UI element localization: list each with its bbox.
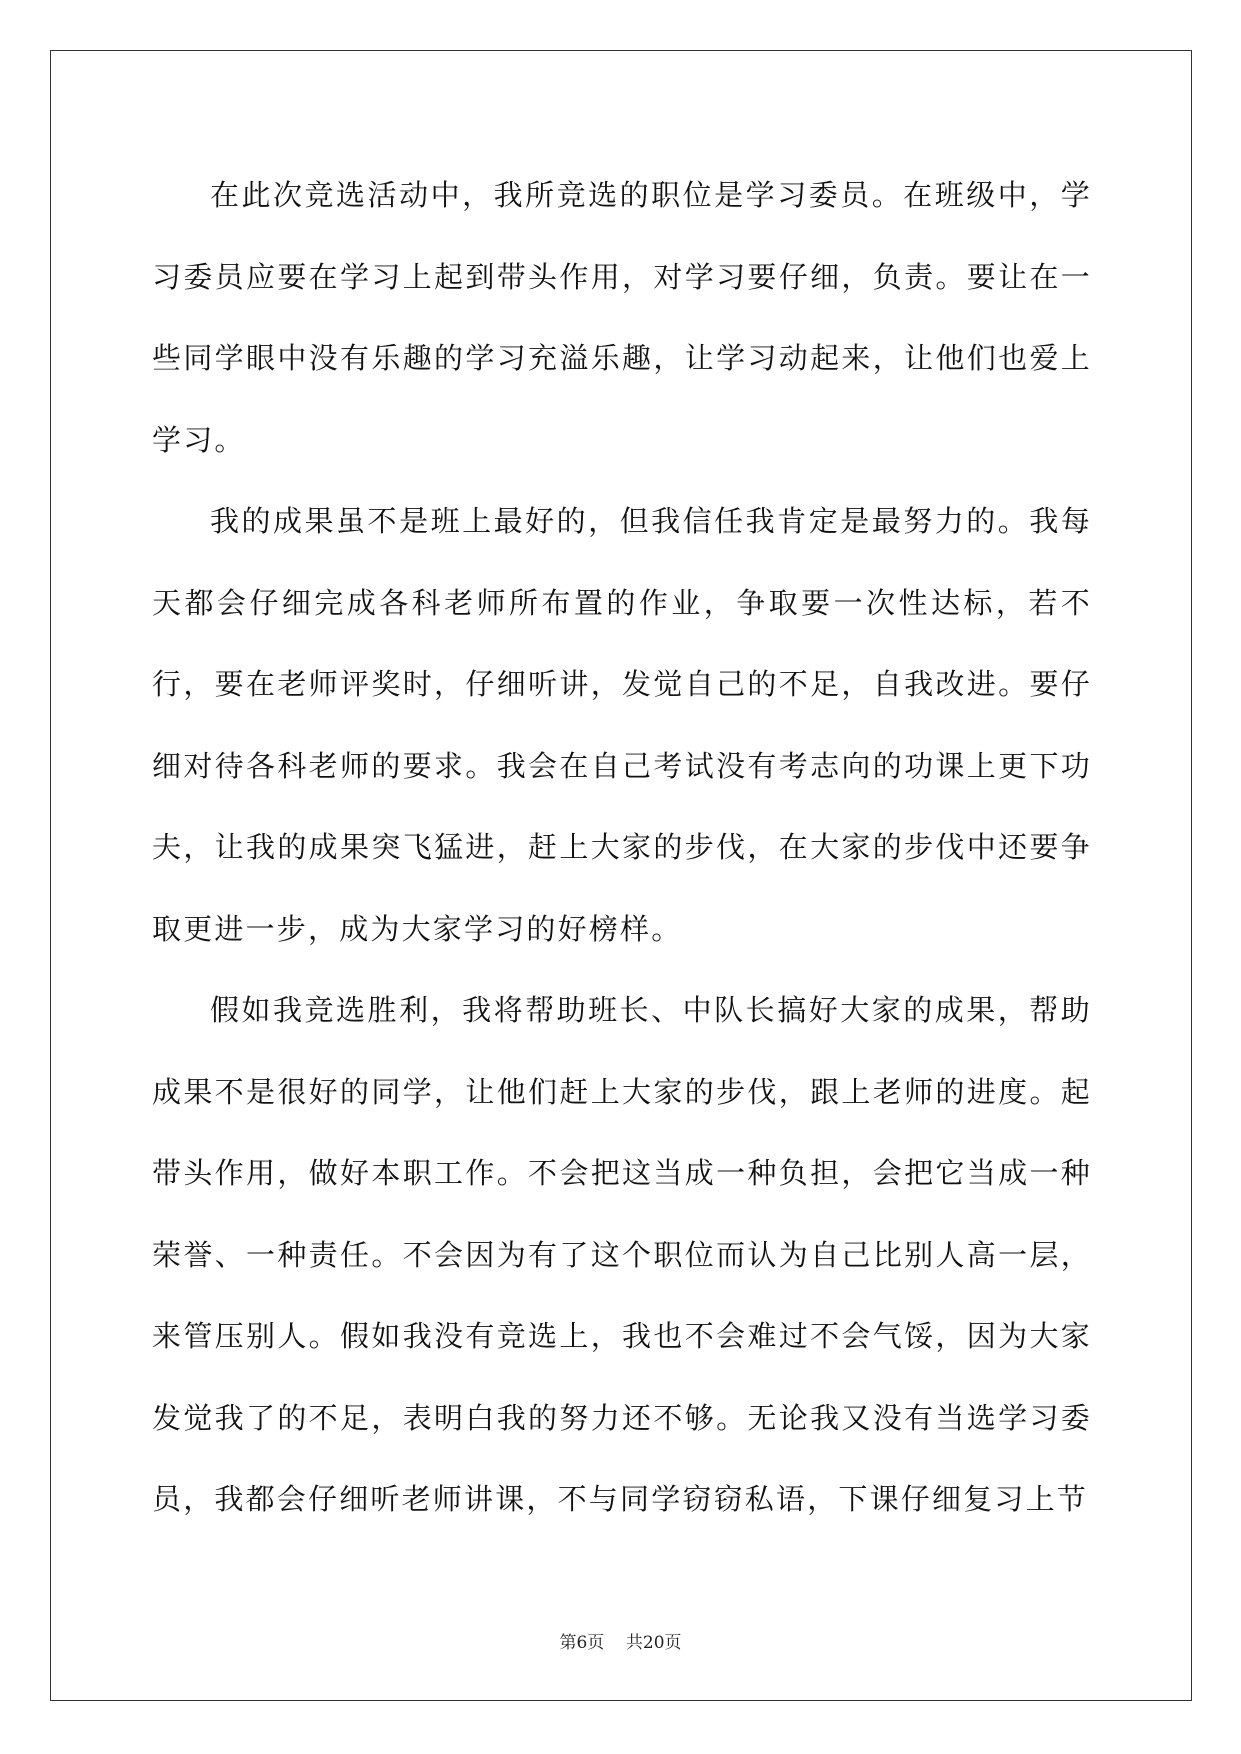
document-body xyxy=(152,155,1092,1541)
paragraph-1: 在此次竞选活动中，我所竞选的职位是学习委员。在班级中，学习委员应要在学习上起到带头作用，对学习要仔细，负责。要让在一些同学眼中没有乐趣的学习充溢乐趣，让学习动起来，让他们也爱上学习。 xyxy=(152,178,1092,457)
paragraph-3: 假如我竞选胜利，我将帮助班长、中队长搞好大家的成果，帮助成果不是很好的同学，让他们赶上大家的步伐，跟上老师的进度。起带头作用，做好本职工作。不会把这当成一种负担，会把它当成一种荣誉、一种责任。不会因为有了这个职位而认为自己比别人高一层，来管压别人。假如我没有竞选上，我也不会难过不会气馁，因为大家发觉我了的不足，表明白我的努力还不够。无论我又没有当选学习委员，我都会仔细听老师讲课，不与同学窃窃私语，下课仔细复习上节 xyxy=(152,993,1092,1516)
page-number-footer: 第6页 共20页 xyxy=(559,1633,682,1653)
paragraph-2: 我的成果虽不是班上最好的，但我信任我肯定是最努力的。我每天都会仔细完成各科老师所布置的作业，争取要一次性达标，若不行，要在老师评奖时，仔细听讲，发觉自己的不足，自我改进。要仔细对待各科老师的要求。我会在自己考试没有考志向的功课上更下功夫，让我的成果突飞猛进，赶上大家的步伐，在大家的步伐中还要争取更进一步，成为大家学习的好榜样。 xyxy=(152,504,1092,946)
